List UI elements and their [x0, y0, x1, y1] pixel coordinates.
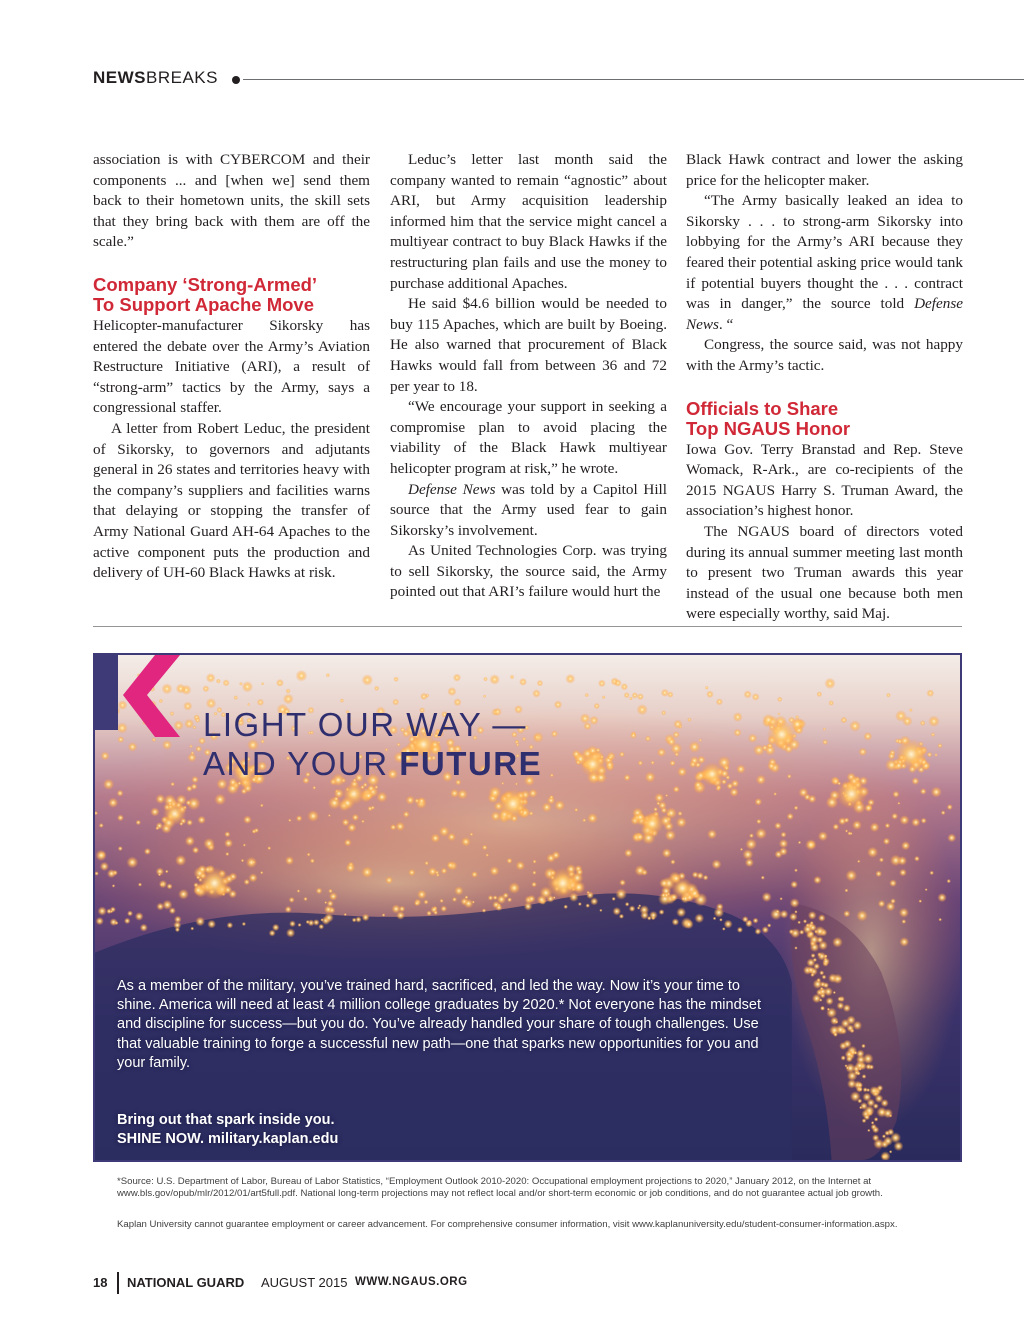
paragraph: Iowa Gov. Terry Branstad and Rep. Steve Womack, R-Ark., are co-recipients of the 2015 NGAUS Harry S. Truman Award, the association’s highest honor.	[686, 440, 963, 520]
ad-footnote-source: *Source: U.S. Department of Labor, Bureau of Labor Statistics, “Employment Outlook 2010-2020: Occupational employment projections to 2020,” January 2012, on the Internet at www.bls.gov/opub/mlr/2012/01/art5full.pdf. National long-term projections may not reflect local and/or short-term economic or job conditions, and do not guarantee actual job growth.	[117, 1176, 883, 1199]
paragraph: Black Hawk contract and lower the asking price for the helicopter maker.	[686, 151, 963, 189]
paragraph	[390, 480, 667, 542]
paragraph: The NGAUS board of directors voted during its annual summer meeting last month to present two Truman awards this year instead of the usual one because both men were especially worthy, said Maj.	[686, 522, 963, 623]
publication-name: Defense News	[408, 480, 496, 498]
paragraph: Congress, the source said, was not happy with the Army’s tactic.	[686, 336, 963, 374]
paragraph-text: “The Army basically leaked an idea to Sikorsky . . . to strong-arm Sikorsky into lobbying for the Army’s ARI because they feared their potential asking price would tank if potential buyers thought the . . . contract was in danger,” the source told	[686, 192, 963, 313]
ad-body-copy: As a member of the military, you’ve trained hard, sacrificed, and led the way. Now it’s your time to shine. America will need at least 4 million college graduates by 2020.* Not everyone has the mindset and discipline for success—but you do. You’ve already handled your share of tough challenges. Use that valuable training to forge a successful new path—one that sparks new opportunities for you and your family.	[117, 978, 762, 1071]
headline-line: To Support Apache Move	[93, 293, 314, 315]
ad-headline-line-2	[203, 744, 542, 783]
paragraph	[686, 191, 963, 335]
paragraph: A letter from Robert Leduc, the president of Sikorsky, to governors and adjutants general in 26 states and territories heavy with the company’s suppliers and facilities warns that delaying or stopping the transfer of Army National Guard AH-64 Apaches to the active component puts the production and delivery of UH-60 Black Hawks at risk.	[93, 419, 370, 582]
headline-officials-honor	[686, 399, 963, 439]
headline-strong-armed	[93, 275, 370, 315]
article-column-2	[390, 150, 667, 603]
headline-line: Top NGAUS Honor	[686, 417, 851, 439]
ad-headline-light: AND YOUR	[203, 745, 400, 782]
ad-footnote-disclaimer: Kaplan University cannot guarantee employment or career advancement. For comprehensive consumer information, visit www.kaplanuniversity.edu/student-consumer-information.aspx.	[117, 1219, 898, 1230]
section-title-bold: NEWS	[93, 68, 146, 87]
paragraph: As United Technologies Corp. was trying to sell Sikorsky, the source said, the Army pointed out that ARI’s failure would hurt the	[390, 542, 667, 601]
paragraph-text: . “	[718, 315, 734, 333]
paragraph: “We encourage your support in seeking a compromise plan to avoid placing the viability of the Black Hawk multiyear helicopter program at risk,” he wrote.	[390, 398, 667, 477]
article-column-3	[686, 150, 963, 625]
article-column-1	[93, 150, 370, 584]
ad-cta-line-2[interactable]: SHINE NOW. military.kaplan.edu	[117, 1131, 339, 1148]
publication-name: Defense News	[686, 295, 963, 333]
section-title-light: BREAKS	[146, 68, 218, 87]
paragraph: Leduc’s letter last month said the company wanted to remain “agnostic” about ARI, but Army acquisition leadership informed him that the service might cancel a multiyear contract to buy Black Hawks if the restructuring plan fails and use the money to purchase additional Apaches.	[390, 151, 667, 292]
magazine-name: NATIONAL GUARD	[127, 1275, 245, 1290]
ad-cta-line-1: Bring out that spark inside you.	[117, 1112, 335, 1128]
paragraph: He said $4.6 billion would be needed to buy 115 Apaches, which are built by Boeing. He also warned that procurement of Black Hawks would fall from between 36 and 72 per year to 18.	[390, 295, 667, 395]
footer-divider	[117, 1272, 119, 1294]
ad-headline	[203, 705, 542, 783]
headline-line: Company ‘Strong-Armed’	[93, 273, 318, 295]
section-header	[93, 66, 1024, 94]
website-link[interactable]: WWW.NGAUS.ORG	[355, 1276, 468, 1288]
ad-call-to-action	[117, 1111, 617, 1149]
issue-date: AUGUST 2015	[261, 1275, 348, 1290]
page-number: 18	[93, 1275, 108, 1290]
headline-line: Officials to Share	[686, 397, 839, 419]
header-rule	[243, 79, 1024, 80]
paragraph: association is with CYBERCOM and their components ... and [when we] send them back to their hometown units, the skill sets that they bring back with them are off the scale.”	[93, 151, 370, 251]
ad-headline-bold: FUTURE	[399, 745, 543, 782]
kaplan-k-logo	[95, 655, 190, 745]
header-bullet	[232, 76, 240, 84]
paragraph: Helicopter-manufacturer Sikorsky has entered the debate over the Army’s Aviation Restructure Initiative (ARI), a result of “strong-arm” tactics by the Army, says a congressional staffer.	[93, 316, 370, 417]
ad-headline-line-1: LIGHT OUR WAY —	[203, 706, 527, 743]
section-title	[93, 68, 218, 88]
paragraph-text: was told by a Capitol Hill source that the Army used fear to gain Sikorsky’s involvement.	[390, 480, 667, 539]
kaplan-advertisement	[93, 653, 962, 1162]
section-divider	[93, 626, 962, 627]
